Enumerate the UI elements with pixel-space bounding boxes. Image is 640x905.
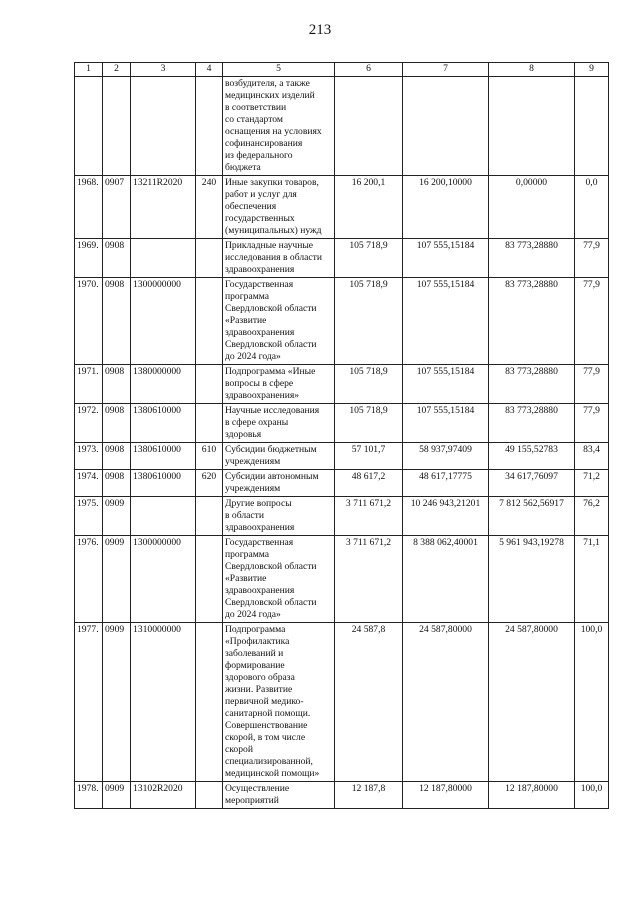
- expense-type: [196, 365, 223, 404]
- item-name: Подпрограмма «Иные вопросы в сфере здравоохранения»: [223, 365, 335, 404]
- executed-amount: 12 187,80000: [489, 782, 575, 809]
- row-number: 1972.: [75, 404, 103, 443]
- expense-type: [196, 77, 223, 176]
- executed-amount: 0,00000: [489, 176, 575, 239]
- target-code: 1300000000: [131, 536, 196, 623]
- item-name: Субсидии автономным учреждениям: [223, 470, 335, 497]
- section-code: 0908: [103, 470, 131, 497]
- clarified-amount: 107 555,15184: [403, 404, 489, 443]
- item-name: Осуществление мероприятий: [223, 782, 335, 809]
- item-name: возбудителя, а также медицинских изделий в соответствии со стандартом оснащения на условиях софинансирования из федерального бюджета: [223, 77, 335, 176]
- executed-amount: 83 773,28880: [489, 404, 575, 443]
- table-row: [75, 623, 609, 782]
- clarified-amount: [403, 77, 489, 176]
- row-number: 1971.: [75, 365, 103, 404]
- execution-percent: 83,4: [575, 443, 609, 470]
- section-code: 0908: [103, 365, 131, 404]
- table-row: [75, 536, 609, 623]
- row-number: 1970.: [75, 278, 103, 365]
- execution-percent: 71,1: [575, 536, 609, 623]
- approved-amount: 48 617,2: [335, 470, 403, 497]
- executed-amount: 83 773,28880: [489, 239, 575, 278]
- clarified-amount: 58 937,97409: [403, 443, 489, 470]
- executed-amount: 7 812 562,56917: [489, 497, 575, 536]
- execution-percent: 0,0: [575, 176, 609, 239]
- execution-percent: 71,2: [575, 470, 609, 497]
- approved-amount: 24 587,8: [335, 623, 403, 782]
- table-row: [75, 176, 609, 239]
- expense-type: 610: [196, 443, 223, 470]
- row-number: 1978.: [75, 782, 103, 809]
- approved-amount: 16 200,1: [335, 176, 403, 239]
- target-code: 13211R2020: [131, 176, 196, 239]
- clarified-amount: 8 388 062,40001: [403, 536, 489, 623]
- item-name: Прикладные научные исследования в области здравоохранения: [223, 239, 335, 278]
- execution-percent: [575, 77, 609, 176]
- approved-amount: 3 711 671,2: [335, 497, 403, 536]
- table-row: [75, 278, 609, 365]
- target-code: 13102R2020: [131, 782, 196, 809]
- table-row: [75, 404, 609, 443]
- clarified-amount: 24 587,80000: [403, 623, 489, 782]
- table-row: [75, 77, 609, 176]
- approved-amount: 57 101,7: [335, 443, 403, 470]
- expense-type: [196, 239, 223, 278]
- table-row: [75, 470, 609, 497]
- executed-amount: 34 617,76097: [489, 470, 575, 497]
- table-row: [75, 782, 609, 809]
- expense-type: [196, 497, 223, 536]
- section-code: 0908: [103, 404, 131, 443]
- executed-amount: 83 773,28880: [489, 278, 575, 365]
- table-row: [75, 365, 609, 404]
- target-code: [131, 239, 196, 278]
- section-code: 0909: [103, 782, 131, 809]
- execution-percent: 77,9: [575, 239, 609, 278]
- executed-amount: 83 773,28880: [489, 365, 575, 404]
- page-number: 213: [308, 22, 332, 38]
- section-code: 0908: [103, 278, 131, 365]
- item-name: Другие вопросы в области здравоохранения: [223, 497, 335, 536]
- expense-type: [196, 536, 223, 623]
- clarified-amount: 107 555,15184: [403, 239, 489, 278]
- item-name: Иные закупки товаров, работ и услуг для обеспечения государственных (муниципальных) нужд: [223, 176, 335, 239]
- budget-table: [74, 62, 609, 809]
- execution-percent: 77,9: [575, 278, 609, 365]
- approved-amount: 12 187,8: [335, 782, 403, 809]
- clarified-amount: 48 617,17775: [403, 470, 489, 497]
- clarified-amount: 12 187,80000: [403, 782, 489, 809]
- col-header-1: 1: [75, 63, 103, 77]
- target-code: [131, 77, 196, 176]
- col-header-8: 8: [489, 63, 575, 77]
- section-code: 0909: [103, 536, 131, 623]
- execution-percent: 100,0: [575, 782, 609, 809]
- clarified-amount: 16 200,10000: [403, 176, 489, 239]
- row-number: 1974.: [75, 470, 103, 497]
- approved-amount: 105 718,9: [335, 239, 403, 278]
- section-code: 0909: [103, 623, 131, 782]
- expense-type: [196, 278, 223, 365]
- col-header-5: 5: [223, 63, 335, 77]
- col-header-7: 7: [403, 63, 489, 77]
- row-number: 1968.: [75, 176, 103, 239]
- target-code: 1380610000: [131, 404, 196, 443]
- target-code: 1380610000: [131, 470, 196, 497]
- execution-percent: 100,0: [575, 623, 609, 782]
- col-header-9: 9: [575, 63, 609, 77]
- executed-amount: 5 961 943,19278: [489, 536, 575, 623]
- col-header-6: 6: [335, 63, 403, 77]
- target-code: 1300000000: [131, 278, 196, 365]
- row-number: 1977.: [75, 623, 103, 782]
- row-number: 1973.: [75, 443, 103, 470]
- item-name: Субсидии бюджетным учреждениям: [223, 443, 335, 470]
- expense-type: 240: [196, 176, 223, 239]
- execution-percent: 77,9: [575, 404, 609, 443]
- clarified-amount: 107 555,15184: [403, 278, 489, 365]
- execution-percent: 77,9: [575, 365, 609, 404]
- row-number: 1969.: [75, 239, 103, 278]
- expense-type: [196, 782, 223, 809]
- executed-amount: [489, 77, 575, 176]
- executed-amount: 24 587,80000: [489, 623, 575, 782]
- approved-amount: 105 718,9: [335, 278, 403, 365]
- header-row: [75, 63, 609, 77]
- target-code: 1310000000: [131, 623, 196, 782]
- table-row: [75, 239, 609, 278]
- row-number: 1975.: [75, 497, 103, 536]
- section-code: 0909: [103, 497, 131, 536]
- approved-amount: 105 718,9: [335, 404, 403, 443]
- executed-amount: 49 155,52783: [489, 443, 575, 470]
- expense-type: 620: [196, 470, 223, 497]
- execution-percent: 76,2: [575, 497, 609, 536]
- expense-type: [196, 623, 223, 782]
- section-code: 0908: [103, 443, 131, 470]
- clarified-amount: 107 555,15184: [403, 365, 489, 404]
- expense-type: [196, 404, 223, 443]
- row-number: [75, 77, 103, 176]
- item-name: Научные исследования в сфере охраны здоровья: [223, 404, 335, 443]
- item-name: Государственная программа Свердловской области «Развитие здравоохранения Свердловской области до 2024 года»: [223, 536, 335, 623]
- col-header-2: 2: [103, 63, 131, 77]
- item-name: Государственная программа Свердловской области «Развитие здравоохранения Свердловской области до 2024 года»: [223, 278, 335, 365]
- item-name: Подпрограмма «Профилактика заболеваний и формирование здорового образа жизни. Развитие первичной медико- санитарной помощи. Совершенствование скорой, в том числе скорой специализированной, медицинской помощи»: [223, 623, 335, 782]
- target-code: [131, 497, 196, 536]
- col-header-3: 3: [131, 63, 196, 77]
- approved-amount: 105 718,9: [335, 365, 403, 404]
- col-header-4: 4: [196, 63, 223, 77]
- section-code: [103, 77, 131, 176]
- section-code: 0907: [103, 176, 131, 239]
- row-number: 1976.: [75, 536, 103, 623]
- approved-amount: 3 711 671,2: [335, 536, 403, 623]
- clarified-amount: 10 246 943,21201: [403, 497, 489, 536]
- table-row: [75, 497, 609, 536]
- approved-amount: [335, 77, 403, 176]
- target-code: 1380610000: [131, 443, 196, 470]
- table-row: [75, 443, 609, 470]
- section-code: 0908: [103, 239, 131, 278]
- target-code: 1380000000: [131, 365, 196, 404]
